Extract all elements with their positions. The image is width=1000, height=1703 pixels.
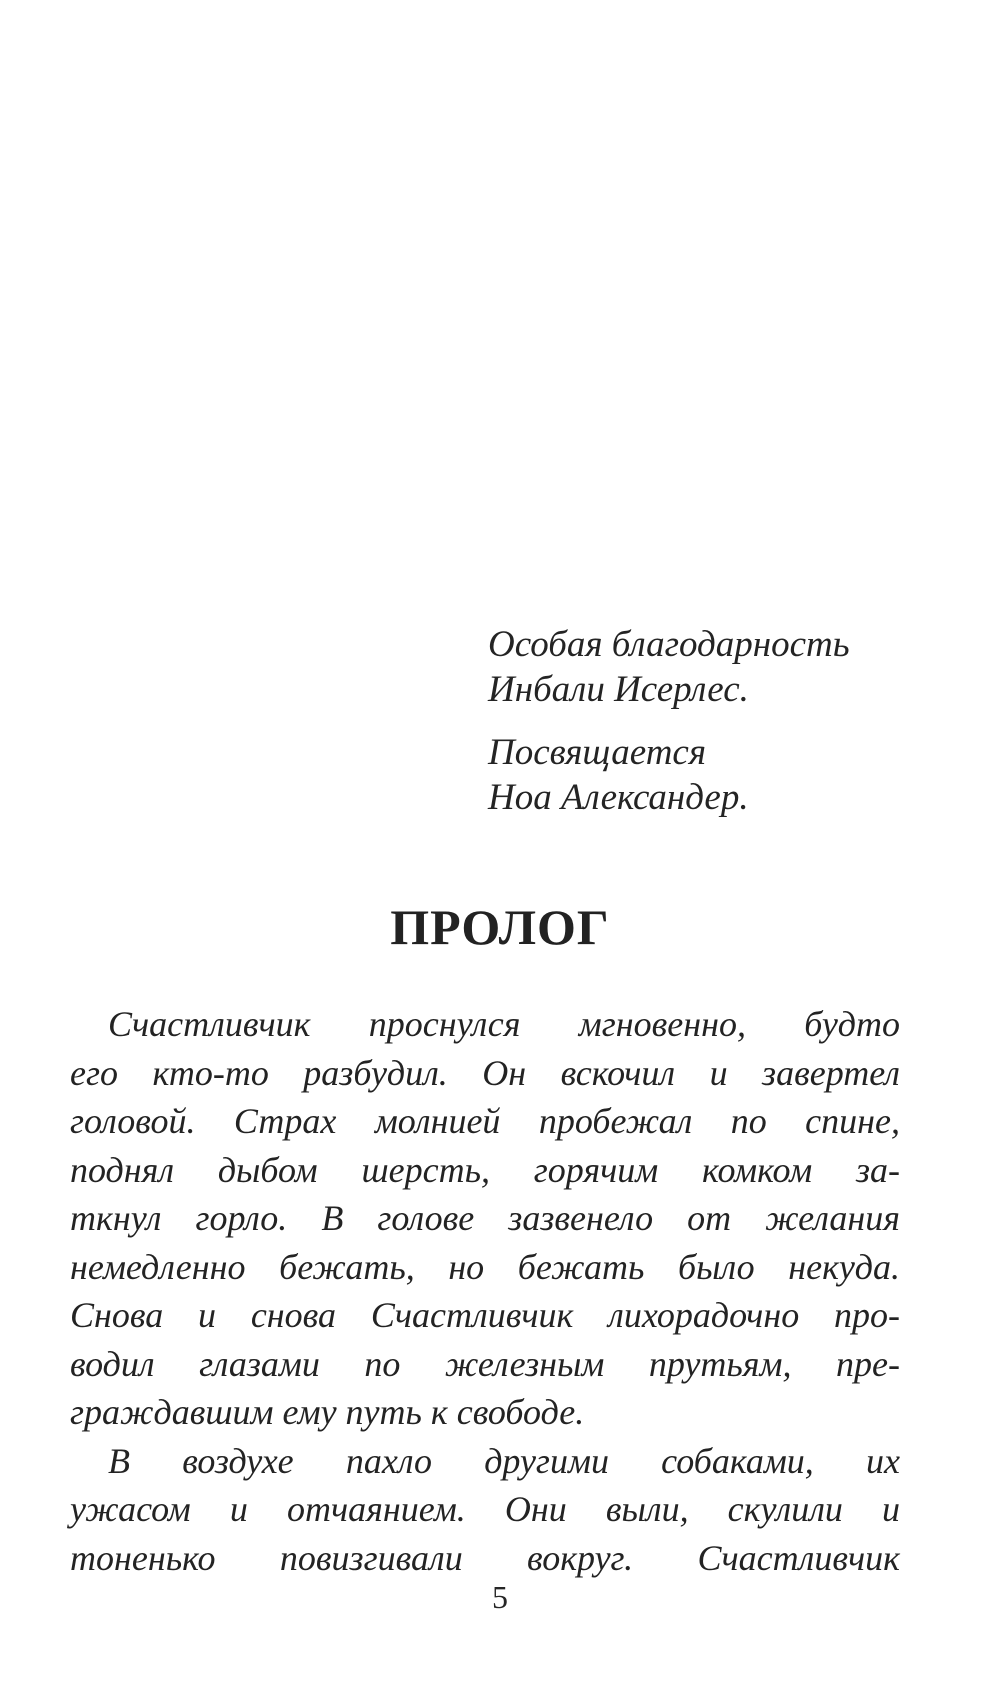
- text-line: Снова и снова Счастливчик лихорадочно про-: [70, 1295, 900, 1335]
- dedication-line: Посвящается: [488, 732, 707, 773]
- text-line: немедленно бежать, но бежать было некуда.: [70, 1246, 900, 1287]
- dedication-line: Ноа Александер.: [488, 777, 749, 818]
- text-line: головой. Страх молнией пробежал по спине,: [70, 1101, 900, 1141]
- body-text: [70, 1000, 900, 1582]
- acknowledgement-line: Инбали Исерлес.: [488, 669, 749, 710]
- text-line: ткнул горло. В голове зазвенело от желания: [70, 1198, 900, 1238]
- acknowledgement-block: [488, 622, 928, 712]
- chapter-title: ПРОЛОГ: [390, 899, 610, 955]
- text-line: водил глазами по железным прутьям, пре-: [70, 1343, 900, 1384]
- text-line: В воздухе пахло другими собаками, их: [108, 1440, 900, 1481]
- text-line: ужасом и отчаянием. Они выли, скулили и: [70, 1489, 900, 1529]
- acknowledgement-line: Особая благодарность: [488, 624, 850, 665]
- text-line: Счастливчик проснулся мгновенно, будто: [108, 1004, 900, 1044]
- text-line: граждавшим ему путь к свободе.: [70, 1392, 585, 1432]
- dedication: [488, 622, 928, 838]
- page-number: 5: [492, 1579, 508, 1615]
- text-line: поднял дыбом шерсть, горячим комком за-: [70, 1149, 900, 1190]
- dedication-block: [488, 730, 928, 820]
- text-line: его кто-то разбудил. Он вскочил и завертел: [70, 1052, 900, 1093]
- text-line: тоненько повизгивали вокруг. Счастливчик: [70, 1537, 900, 1578]
